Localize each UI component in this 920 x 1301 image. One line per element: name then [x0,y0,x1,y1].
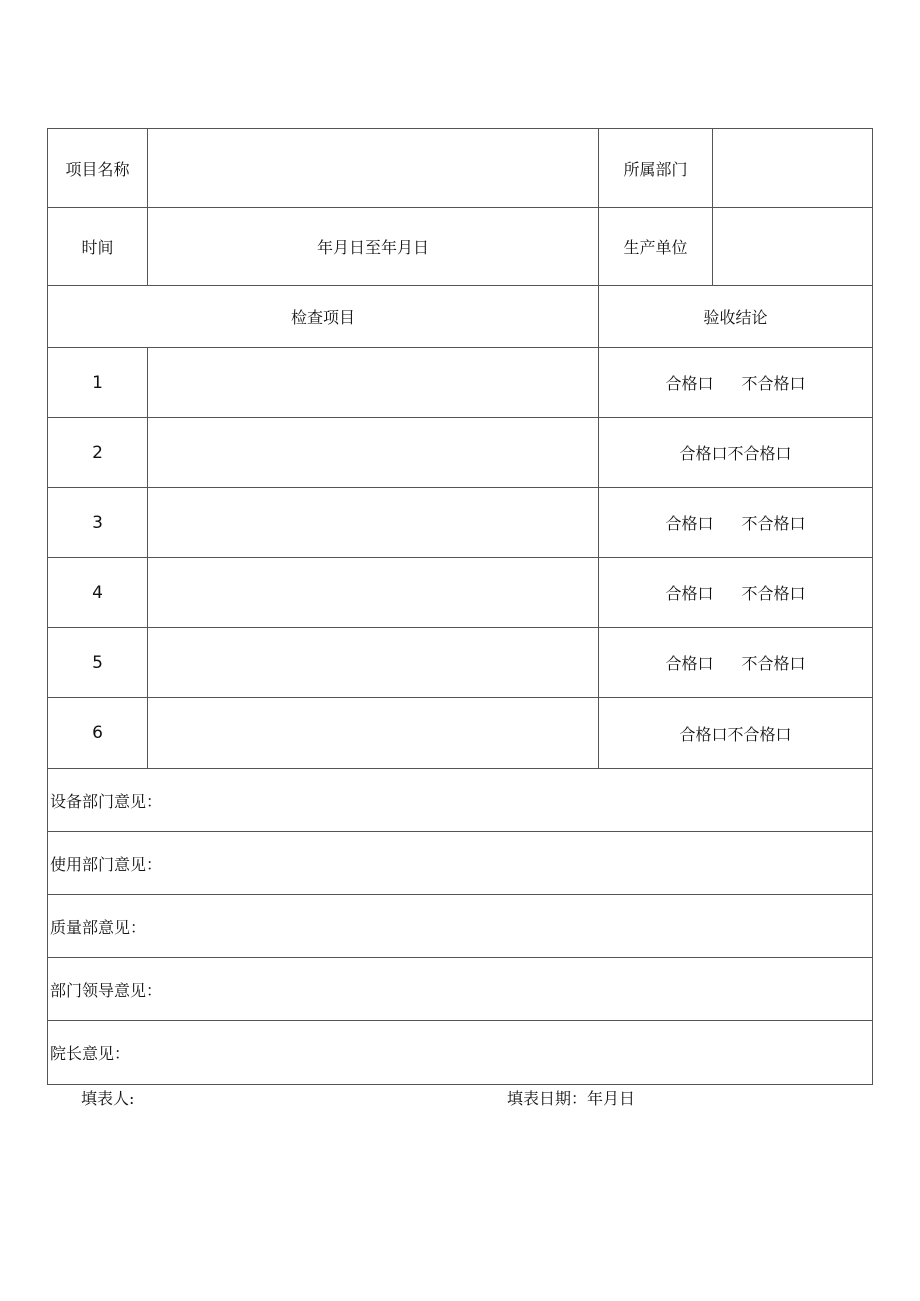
opinion-row [48,1021,873,1085]
opinion-row [48,958,873,1021]
table-row [48,628,873,698]
inspection-item-field[interactable] [148,698,599,769]
time-label: 时间 [48,208,148,286]
conclusion-cell [599,348,873,418]
row-number: 3 [48,488,148,558]
inspection-item-field[interactable] [148,418,599,488]
time-range-field[interactable]: 年月日至年月日 [148,208,599,286]
conclusion-cell [599,628,873,698]
fail-checkbox[interactable]: 不合格口 [741,374,806,393]
opinion-row [48,769,873,832]
project-name-label: 项目名称 [48,129,148,208]
fail-checkbox[interactable]: 不合格口 [727,724,792,744]
equipment-dept-opinion[interactable]: 设备部门意见： [48,769,873,832]
fail-checkbox[interactable]: 不合格口 [727,444,792,463]
inspection-item-field[interactable] [148,488,599,558]
pass-checkbox[interactable]: 合格口 [679,444,728,463]
production-unit-label: 生产单位 [599,208,713,286]
pass-checkbox[interactable]: 合格口 [679,724,728,744]
fail-checkbox[interactable]: 不合格口 [741,584,806,603]
dept-leader-opinion[interactable]: 部门领导意见： [48,958,873,1021]
table-row [48,558,873,628]
table-row [48,488,873,558]
row-number: 5 [48,628,148,698]
director-opinion[interactable]: 院长意见： [48,1021,873,1085]
production-unit-field[interactable] [713,208,873,286]
opinion-row [48,832,873,895]
time-row [48,208,873,286]
pass-checkbox[interactable]: 合格口 [665,514,714,533]
inspection-item-field[interactable] [148,348,599,418]
pass-checkbox[interactable]: 合格口 [665,654,714,673]
row-number: 2 [48,418,148,488]
department-label: 所属部门 [599,129,713,208]
row-number: 6 [48,698,148,769]
conclusion-cell [599,698,873,769]
table-row [48,418,873,488]
acceptance-conclusion-header: 验收结论 [599,286,873,348]
conclusion-cell [599,488,873,558]
opinion-row [48,895,873,958]
inspection-items-header: 检查项目 [48,286,599,348]
section-header-row [48,286,873,348]
fail-checkbox[interactable]: 不合格口 [741,654,806,673]
filler-label: 填表人: [81,1089,135,1108]
table-row [48,698,873,769]
inspection-item-field[interactable] [148,558,599,628]
inspection-item-field[interactable] [148,628,599,698]
pass-checkbox[interactable]: 合格口 [665,584,714,603]
conclusion-cell [599,558,873,628]
pass-checkbox[interactable]: 合格口 [665,374,714,393]
row-number: 1 [48,348,148,418]
fill-date-label: 填表日期：年月日 [507,1089,636,1108]
acceptance-form-table [47,128,873,1085]
fail-checkbox[interactable]: 不合格口 [741,514,806,533]
conclusion-cell [599,418,873,488]
row-number: 4 [48,558,148,628]
project-row [48,129,873,208]
department-field[interactable] [713,129,873,208]
project-name-field[interactable] [148,129,599,208]
quality-dept-opinion[interactable]: 质量部意见： [48,895,873,958]
table-row [48,348,873,418]
user-dept-opinion[interactable]: 使用部门意见： [48,832,873,895]
